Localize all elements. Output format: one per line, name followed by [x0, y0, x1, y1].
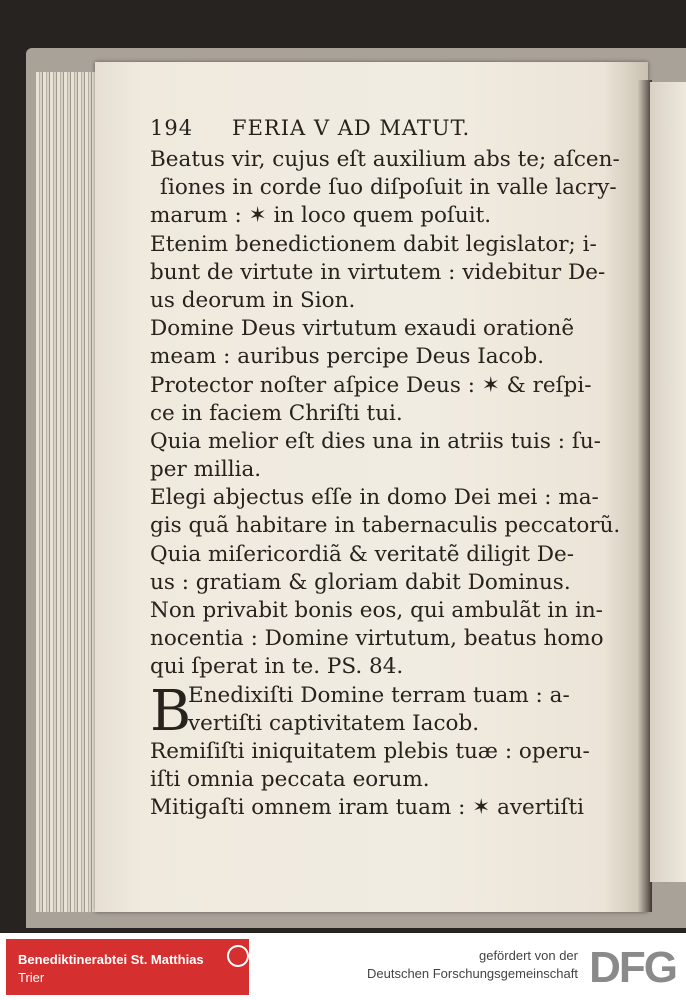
abbey-logo-icon: [224, 942, 252, 970]
right-page-edge: [650, 82, 686, 882]
text-line: per millia.: [150, 457, 262, 483]
text-line: Domine Deus virtutum exaudi orationẽ: [150, 316, 575, 342]
text-line: us : gratiam & gloriam dabit Dominus.: [150, 569, 571, 595]
text-line: Protector noſter aſpice Deus : ✶ & reſpi-: [150, 372, 592, 398]
text-line: Remiſiſti iniquitatem plebis tuæ : operu-: [150, 738, 590, 764]
funded-by-label: gefördert von der: [478, 948, 578, 963]
running-head-title: FERIA V AD MATUT.: [232, 116, 471, 140]
text-line: Enedixiſti Domine terram tuam : a-: [188, 682, 570, 708]
page-text: [150, 110, 620, 823]
text-line: Quia melior eſt dies una in atriis tuis : ſu-: [150, 428, 601, 454]
text-line: gis quã habitare in tabernaculis peccatorũ.: [150, 513, 621, 539]
footer-bar: [0, 933, 686, 1000]
page-number: 194: [150, 116, 194, 140]
dfg-logo[interactable]: DFG: [589, 943, 676, 992]
text-line: Quia miſericordiã & veritatẽ diligit De-: [150, 541, 575, 567]
text-line: us deorum in Sion.: [150, 287, 356, 313]
text-line: meam : auribus percipe Deus Iacob.: [150, 344, 545, 370]
text-line: iſti omnia peccata eorum.: [150, 767, 430, 793]
text-line: marum : ✶ in loco quem poſuit.: [150, 203, 492, 229]
text-line: vertiſti captivitatem Iacob.: [188, 710, 480, 736]
text-line: Mitigaſti omnem iram tuam : ✶ avertiſti: [150, 795, 585, 821]
text-line: Non privabit bonis eos, qui ambulãt in in-: [150, 598, 603, 623]
text-line: Elegi abjectus eſſe in domo Dei mei : ma-: [150, 485, 599, 511]
running-header: [150, 110, 620, 146]
drop-cap: B: [150, 678, 192, 744]
institution-badge[interactable]: [6, 939, 249, 995]
funding-credit: [367, 947, 578, 983]
text-line: qui ſperat in te. PS. 84.: [150, 654, 404, 680]
text-line: ſiones in corde ſuo diſpoſuit in valle lacry-: [160, 175, 617, 201]
text-line: Etenim benedictionem dabit legislator; i-: [150, 231, 597, 257]
drop-cap-paragraph: [150, 678, 620, 744]
text-line: ce in faciem Chriſti tui.: [150, 400, 403, 426]
text-line: Beatus vir, cujus eſt auxilium abs te; aſcen-: [150, 147, 620, 172]
funder-name: Deutschen Forschungsgemeinschaft: [366, 966, 578, 981]
text-line: nocentia : Domine virtutum, beatus homo: [150, 626, 604, 652]
text-line: bunt de virtute in virtutem : videbitur De-: [150, 259, 606, 285]
institution-city: Trier: [18, 970, 45, 985]
institution-name: Benediktinerabtei St. Matthias: [18, 952, 204, 967]
